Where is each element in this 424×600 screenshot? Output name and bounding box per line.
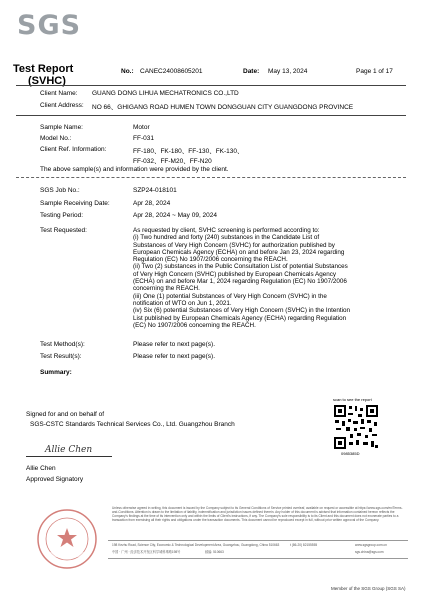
footer-phone: t (86-20) 82155555 [290, 543, 318, 547]
client-name-value: GUANG DONG LIHUA MECHATRONICS CO.,LTD [92, 90, 239, 97]
footer-address-cn: 中国 · 广州 · 经济技术开发区科学城科珠路198号 [112, 550, 181, 554]
test-requested-line: of Very High Concern (SVHC) published by European Chemicals Agency [133, 270, 337, 278]
footer-divider-2 [108, 558, 408, 559]
sample-divider [16, 177, 406, 178]
job-no-value: SZP24-018101 [133, 187, 177, 194]
sample-name-label: Sample Name: [40, 124, 83, 131]
client-divider [16, 115, 406, 116]
test-requested-text [133, 227, 401, 329]
signatory-name: Allie Chen [26, 465, 56, 472]
test-requested-line: European Chemicals Agency (ECHA) on and before Jan 23, 2024 regarding [133, 248, 345, 256]
receiving-date-value: Apr 28, 2024 [133, 200, 171, 207]
test-requested-line: Regulation (EC) No 1907/2006 concerning the REACH. [133, 256, 288, 264]
page-number: Page 1 of 17 [356, 68, 393, 75]
client-address-value: NO 66、GHIGANG ROAD HUMEN TOWN DONGGUAN CITY GUANGDONG PROVINCE [92, 104, 354, 111]
test-requested-line: List published by European Chemicals Agency (ECHA) regarding Regulation [133, 314, 347, 322]
sample-note: The above sample(s) and information were provided by the client. [40, 166, 229, 173]
test-requested-line: (i) Two hundred and forty (240) substances in the Candidate List of [133, 234, 320, 242]
report-no-value: CANEC24008605201 [140, 68, 203, 75]
testing-period-value: Apr 28, 2024 ~ May 09, 2024 [133, 212, 218, 219]
test-requested-line: notification of WTO on Jun 1, 2021. [133, 299, 232, 307]
test-result-label: Test Result(s): [40, 353, 82, 360]
client-ref-line2: FF-032、FF-M20、FF-N20 [133, 158, 212, 165]
footer-disclaimer: Unless otherwise agreed in writing, this document is issued by the Company subject to its General Conditions of Service printed overleaf, available on request or accessible at https://www.sgs.com/en/Terms-and-Conditions. Attention is drawn to the limitation of liability, indemnification and jurisdiction issues defined therein. Any holder of this document is advised that information contained hereon reflects the Company's findings at the time of its intervention only and within the limits of Client's instructions, if any. The Company's sole responsibility is to its Client and this document does not exonerate parties to a transaction from exercising all their rights and obligations under the transaction documents. This document cannot be reproduced except in full, without prior written approval of the Company. [112, 506, 403, 522]
report-no-label: No.: [121, 68, 134, 75]
footer-address-en: 198 Kezhu Road, Science City, Economic & Technological Development Area, Guangzhou, Guangdong, China 510663 [112, 543, 280, 547]
client-address-label: Client Address: [40, 102, 84, 109]
footer-website[interactable]: www.sgsgroup.com.cn [355, 543, 387, 547]
test-requested-line: Substances of Very High Concern (SVHC) for authorization published by [133, 241, 335, 249]
qr-code-icon[interactable] [333, 404, 379, 450]
test-requested-line: As requested by client, SVHC screening is performed according to: [133, 227, 320, 234]
header-divider [16, 85, 406, 86]
company-seal-icon [36, 508, 98, 570]
test-requested-line: (ii) Two (2) substances in the Public Consultation List of potential Substances [133, 263, 348, 271]
test-result-value: Please refer to next page(s). [133, 353, 216, 360]
test-requested-line: concerning the REACH. [133, 285, 200, 293]
test-requested-line: (ECHA) on and before Mar 1, 2024 regarding Regulation (EC) No 1907/2006 [133, 278, 347, 286]
model-no-label: Model No.: [40, 135, 72, 142]
signed-line1: Signed for and on behalf of [26, 411, 105, 418]
sgs-group-member: Member of the SGS Group (SGS SA) [331, 586, 406, 591]
qr-caption: scan to see the report [333, 397, 372, 402]
report-title: Test Report [13, 63, 74, 75]
report-date-label: Date: [243, 68, 260, 75]
receiving-date-label: Sample Receiving Date: [40, 200, 110, 207]
test-requested-label: Test Requested: [40, 227, 87, 234]
report-subtitle: (SVHC) [28, 75, 66, 87]
signed-line2: SGS-CSTC Standards Technical Services Co., Ltd. Guangzhou Branch [30, 421, 235, 428]
report-date-value: May 13, 2024 [268, 68, 308, 75]
test-requested-line: (EC) No 1907/2006 concerning the REACH. [133, 321, 256, 329]
footer-divider [108, 540, 408, 541]
signature-line [26, 456, 112, 457]
test-requested-line: (iii) One (1) potential Substances of Very High Concern (SVHC) in the [133, 292, 327, 300]
handwritten-signature: Allie Chen [45, 445, 93, 455]
qr-code-id: 0985385D [341, 451, 360, 456]
sgs-logo: SGS [17, 10, 82, 41]
test-method-label: Test Method(s): [40, 341, 85, 348]
sample-name-value: Motor [133, 124, 150, 131]
footer-postcode-cn: 邮编: 510663 [205, 550, 224, 554]
footer-email[interactable]: sgs.china@sgs.com [355, 550, 384, 554]
client-ref-label: Client Ref. Information: [40, 146, 107, 153]
client-name-label: Client Name: [40, 90, 78, 97]
test-method-value: Please refer to next page(s). [133, 341, 216, 348]
test-requested-line: (iv) Six (6) potential Substances of Very High Concern (SVHC) in the Intention [133, 307, 350, 315]
testing-period-label: Testing Period: [40, 212, 83, 219]
summary-label: Summary: [40, 369, 72, 376]
client-ref-line1: FF-180、FK-180、FF-130、FK-130、 [133, 148, 244, 155]
job-no-label: SGS Job No.: [40, 187, 80, 194]
model-no-value: FF-031 [133, 135, 154, 142]
signatory-role: Approved Signatory [26, 476, 84, 483]
